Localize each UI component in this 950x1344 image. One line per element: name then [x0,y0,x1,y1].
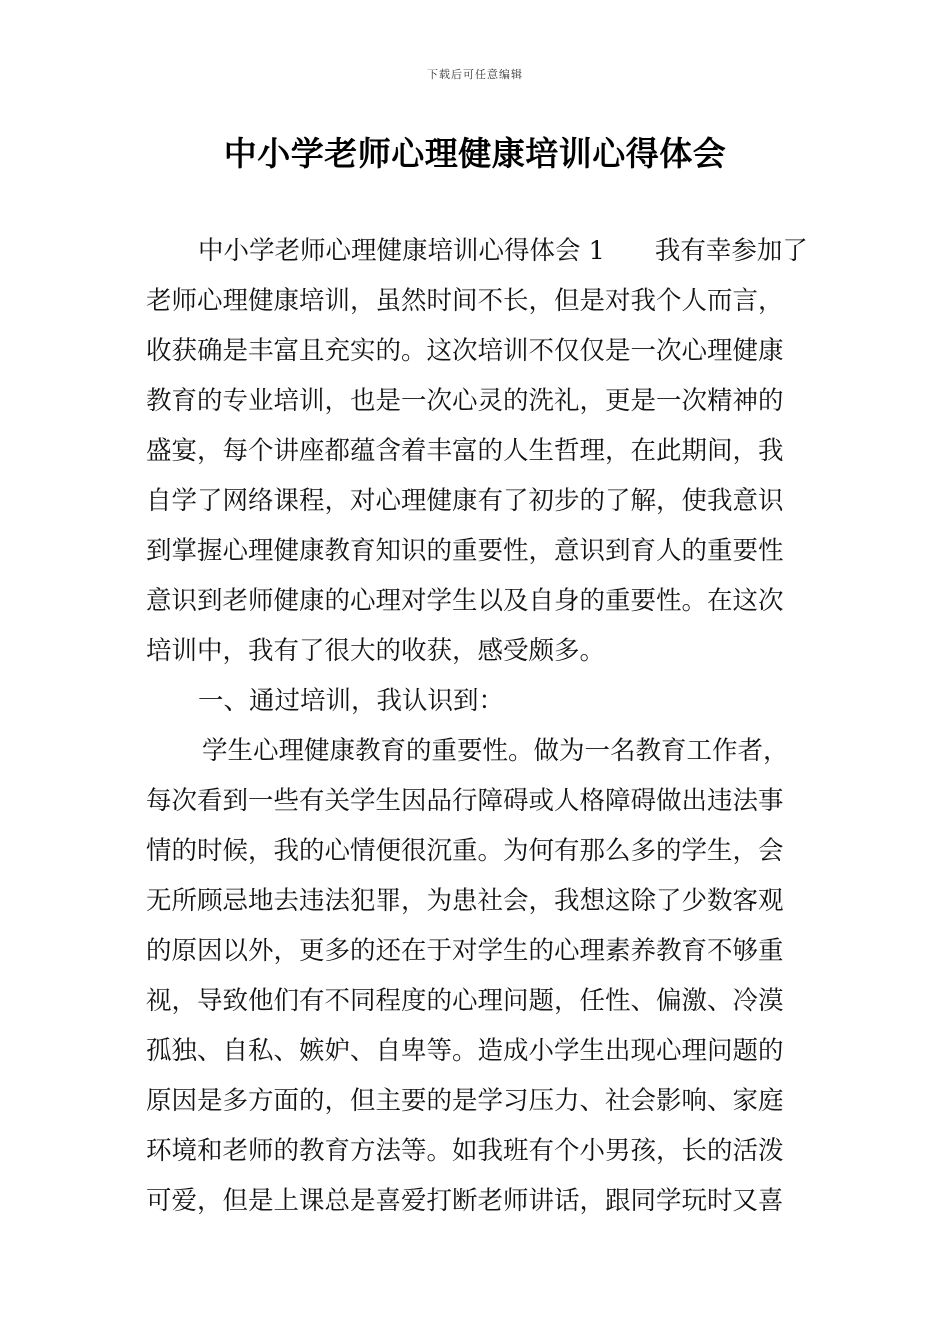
paragraph-1-line: 意识到老师健康的心理对学生以及自身的重要性。在这次 [146,586,784,616]
paragraph-2-line: 视，导致他们有不同程度的心理问题，任性、偏激、冷漠 [146,986,784,1016]
paragraph-2-line: 孤独、自私、嫉妒、自卑等。造成小学生出现心理问题的 [146,1036,784,1066]
paragraph-2-line: 的原因以外，更多的还在于对学生的心理素养教育不够重 [146,936,784,966]
paragraph-1-line: 盛宴，每个讲座都蕴含着丰富的人生哲理，在此期间，我 [146,436,784,466]
paragraph-1-text: 我有幸参加了 [654,236,808,266]
paragraph-2-line: 可爱，但是上课总是喜爱打断老师讲话，跟同学玩时又喜 [146,1186,784,1216]
paragraph-2-line: 原因是多方面的，但主要的是学习压力、社会影响、家庭 [146,1086,784,1116]
section-subtitle: 中小学老师心理健康培训心得体会 1 [198,236,605,266]
header-note: 下载后可任意编辑 [427,68,523,81]
section-heading: 一、通过培训，我认识到： [198,686,505,716]
paragraph-1-line: 培训中，我有了很大的收获，感受颇多。 [146,636,606,666]
paragraph-2-line: 学生心理健康教育的重要性。做为一名教育工作者， [202,736,789,766]
paragraph-1-line: 老师心理健康培训，虽然时间不长，但是对我个人而言， [146,286,784,316]
paragraph-2-line: 每次看到一些有关学生因品行障碍或人格障碍做出违法事 [146,786,784,816]
paragraph-1-line: 收获确是丰富且充实的。这次培训不仅仅是一次心理健康 [146,336,784,366]
paragraph-2-line: 无所顾忌地去违法犯罪，为患社会，我想这除了少数客观 [146,886,784,916]
paragraph-1-line: 自学了网络课程，对心理健康有了初步的了解，使我意识 [146,486,784,516]
paragraph-1-line: 到掌握心理健康教育知识的重要性，意识到育人的重要性 [146,536,784,566]
paragraph-1-line-1 [146,226,808,276]
paragraph-2-line: 情的时候，我的心情便很沉重。为何有那么多的学生，会 [146,836,784,866]
document-body [146,226,808,1226]
paragraph-1-line: 教育的专业培训，也是一次心灵的洗礼，更是一次精神的 [146,386,784,416]
paragraph-2-line: 环境和老师的教育方法等。如我班有个小男孩，长的活泼 [146,1136,784,1166]
document-title: 中小学老师心理健康培训心得体会 [223,134,727,173]
